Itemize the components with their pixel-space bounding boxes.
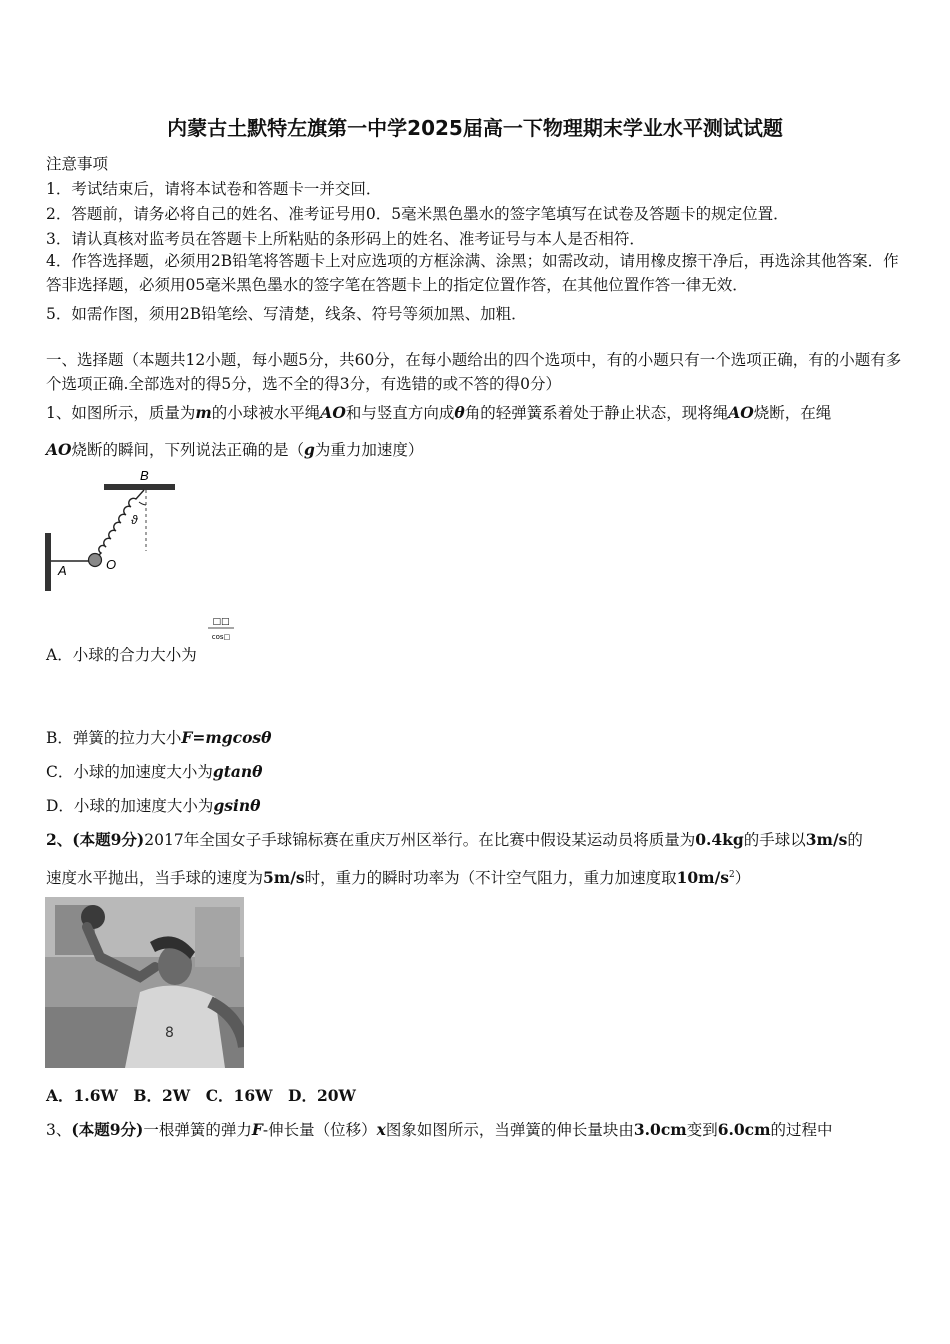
svg-text:8: 8 — [165, 1025, 174, 1041]
label-theta: ϑ — [131, 513, 138, 527]
spring-ball-diagram — [40, 465, 190, 597]
section-intro: 一、选择题（本题共12小题，每小题5分，共60分，在每小题给出的四个选项中，有的小题只有一个选项正确，有的小题有多个选项正确.全部选对的得5分，选不全的得3分，有选错的或不答的得0分） — [46, 351, 902, 393]
notice-item-3: 3．请认真核对监考员在答题卡上所粘贴的条形码上的姓名、准考证号与本人是否相符． — [46, 230, 645, 248]
label-b: B — [140, 468, 149, 483]
notice-heading: 注意事项 — [46, 155, 109, 173]
q1-option-b: B．弹簧的拉力大小F=mgcosθ — [46, 728, 272, 747]
q1-option-d: D．小球的加速度大小为gsinθ — [46, 796, 261, 815]
page-title: 内蒙古土默特左旗第一中学2025届高一下物理期末学业水平测试试题 — [167, 116, 783, 140]
ball — [89, 554, 102, 567]
angle-arc — [139, 502, 146, 505]
q1-stem-line2: AO烧断的瞬间，下列说法正确的是（g为重力加速度） — [46, 440, 424, 459]
notice-item-1: 1．考试结束后，请将本试卷和答题卡一并交回． — [46, 180, 382, 198]
q2-stem-line2: 速度水平抛出，当手球的速度为5m/s时，重力的瞬时功率为（不计空气阻力，重力加速度取$10m/s^2$） — [46, 868, 751, 887]
q1-option-a: A．小球的合力大小为 — [46, 646, 197, 664]
label-o: O — [106, 557, 117, 572]
svg-text:cos□: cos□ — [211, 633, 231, 641]
notice-item-5: 5．如需作图，须用2B铅笔绘、写清楚，线条、符号等须加黑、加粗． — [46, 305, 527, 323]
q2-stem-line1: 2、(本题9分)2017年全国女子手球锦标赛在重庆万州区举行。在比赛中假设某运动员将质量为0.4kg的手球以3m/s的 — [46, 830, 863, 849]
q2-options: A．1.6W B．2W C．16W D．20W — [46, 1086, 356, 1105]
svg-text:□□: □□ — [212, 617, 230, 627]
handball-player-photo — [45, 897, 244, 1068]
label-a: A — [58, 563, 67, 578]
notice-item-4: 4．作答选择题，必须用2B铅笔将答题卡上对应选项的方框涂满、涂黑；如需改动，请用橡皮擦干净后，再选涂其他答案．作答非选择题，必须用05毫米黑色墨水的签字笔在答题卡上的指定位置作答，在其他位置作答一律无效． — [46, 252, 899, 294]
q3-stem: 3、(本题9分)一根弹簧的弹力F-伸长量（位移）x图象如图所示，当弹簧的伸长量块由3.0cm变到6.0cm的过程中 — [46, 1120, 833, 1139]
fraction-formula — [206, 613, 236, 643]
q1-stem-line1: 1、如图所示，质量为m的小球被水平绳AO和与竖直方向成θ角的轻弹簧系着处于静止状态，现将绳AO烧断，在绳 — [46, 403, 832, 422]
q1-option-c: C．小球的加速度大小为gtanθ — [46, 762, 263, 781]
notice-item-2: 2．答题前，请务必将自己的姓名、准考证号用0．5毫米黑色墨水的签字笔填写在试卷及答题卡的规定位置． — [46, 205, 789, 223]
